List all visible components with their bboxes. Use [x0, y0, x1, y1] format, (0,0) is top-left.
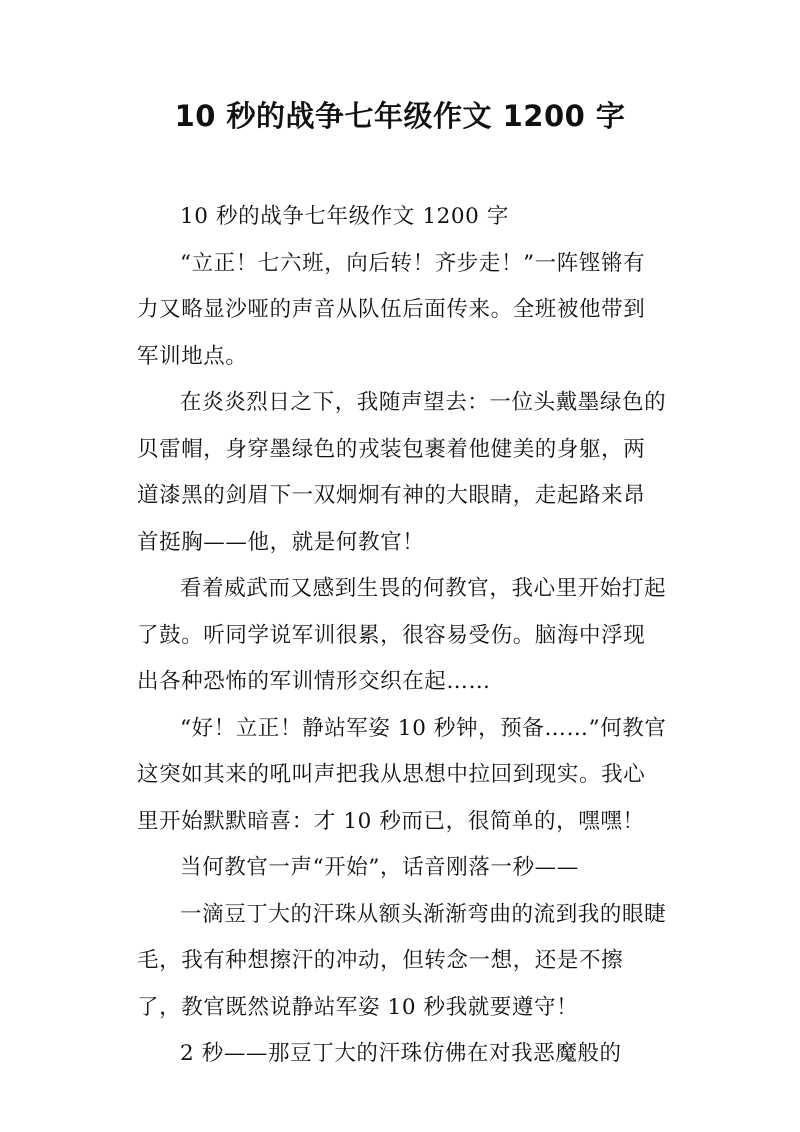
document-title: 10 秒的战争七年级作文 1200 字	[174, 99, 626, 133]
paragraph: 当何教官一声“开始”，话音刚落一秒——	[180, 855, 579, 880]
paragraph: 看着威武而又感到生畏的何教官，我心里开始打起了鼓。听同学说军训很累，很容易受伤。脑海中浮现出各种恐怖的军训情形交织在起……	[137, 576, 667, 694]
document-body	[137, 194, 667, 1078]
paragraph-subtitle: 10 秒的战争七年级作文 1200 字	[180, 204, 509, 229]
paragraph: “好！立正！静站军姿 10 秒钟，预备……”何教官这突如其来的吼叫声把我从思想中拉回到现实。我心里开始默默暗喜：才 10 秒而已，很简单的，嘿嘿！	[137, 715, 667, 834]
paragraph: 在炎炎烈日之下，我随声望去：一位头戴墨绿色的贝雷帽，身穿墨绿色的戎装包裹着他健美的身躯，两道漆黑的剑眉下一双炯炯有神的大眼睛，走起路来昂首挺胸——他，就是何教官！	[137, 390, 667, 555]
paragraph: 一滴豆丁大的汗珠从额头渐渐弯曲的流到我的眼睫毛，我有种想擦汗的冲动，但转念一想，还是不擦了，教官既然说静站军姿 10 秒我就要遵守！	[137, 901, 667, 1020]
paragraph: 2 秒——那豆丁大的汗珠仿佛在对我恶魔般的	[180, 1041, 622, 1066]
paragraph: “立正！七六班，向后转！齐步走！”一阵铿锵有力又略显沙哑的声音从队伍后面传来。全班被他带到军训地点。	[137, 250, 646, 369]
